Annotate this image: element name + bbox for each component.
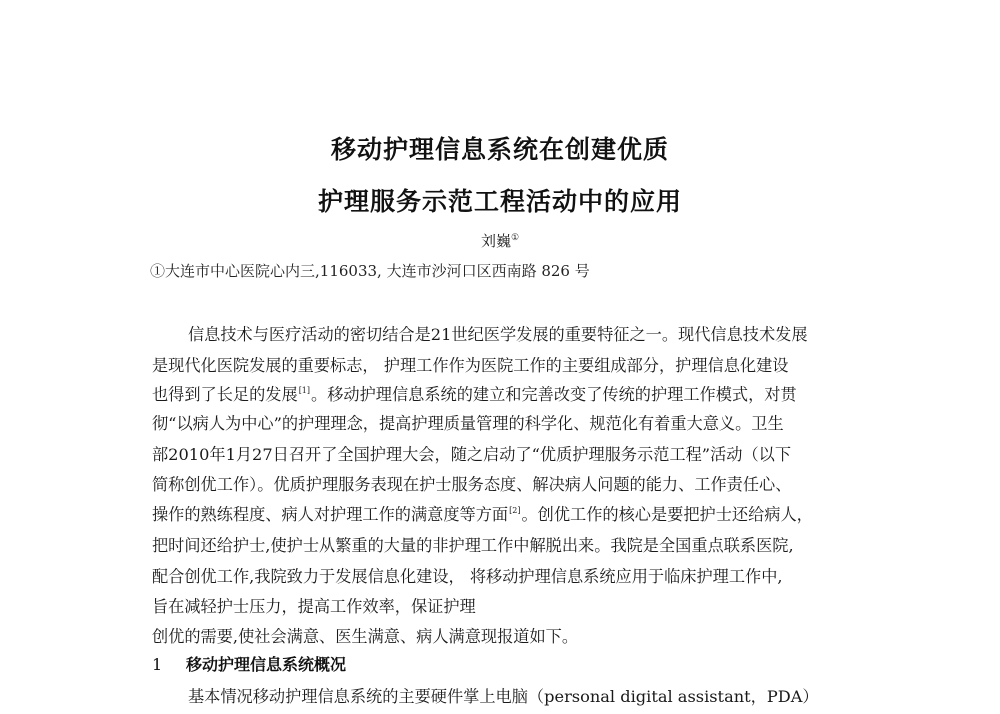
body-line-4: 彻“以病人为中心”的护理理念，提高护理质量管理的科学化、规范化有着重大意义。卫生: [152, 414, 784, 433]
section-body-line-1: 基本情况移动护理信息系统的主要硬件掌上电脑（personal digital assistant，PDA）: [188, 687, 819, 706]
section-number: 1: [152, 655, 163, 674]
body-line-6: 简称创优工作）。优质护理服务表现在护士服务态度、解决病人问题的能力、工作责任心、: [152, 475, 792, 494]
citation-2[interactable]: [2]: [509, 506, 521, 515]
body-line-3-start: 也得到了长足的发展: [152, 385, 298, 404]
body-line-8: 把时间还给护士,使护士从繁重的大量的非护理工作中解脱出来。我院是全国重点联系医院,: [152, 536, 794, 555]
body-line-3-end: 。移动护理信息系统的建立和完善改变了传统的护理工作模式，对贯: [311, 385, 797, 404]
body-line-7-end: 。创优工作的核心是要把护士还给病人，: [521, 505, 813, 524]
section-title: 移动护理信息系统概况: [186, 655, 347, 674]
body-line-7-start: 操作的熟练程度、病人对护理工作的满意度等方面: [152, 505, 509, 524]
author-name: 刘巍: [480, 232, 511, 250]
body-line-1: 信息技术与医疗活动的密切结合是21世纪医学发展的重要特征之一。现代信息技术发展: [188, 325, 808, 344]
section-heading: [152, 652, 346, 675]
affiliation: ①大连市中心医院心内三,116033, 大连市沙河口区西南路 826 号: [150, 262, 590, 280]
body-line-9: 配合创优工作,我院致力于发展信息化建设， 将移动护理信息系统应用于临床护理工作中,: [152, 567, 783, 586]
body-line-3: [152, 381, 797, 405]
author: [0, 230, 1000, 251]
citation-1[interactable]: [1]: [298, 386, 311, 395]
body-line-11: 创优的需要,使社会满意、医生满意、病人满意现报道如下。: [152, 627, 579, 646]
title-line-2: 护理服务示范工程活动中的应用: [317, 187, 682, 216]
body-line-2: 是现代化医院发展的重要标志， 护理工作作为医院工作的主要组成部分，护理信息化建设: [152, 356, 789, 375]
body-line-10: 旨在减轻护士压力，提高工作效率，保证护理: [152, 597, 476, 616]
title-line-1: 移动护理信息系统在创建优质: [330, 135, 669, 164]
body-line-5: 部2010年1月27日召开了全国护理大会，随之启动了“优质护理服务示范工程”活动（以下: [152, 445, 792, 464]
author-mark: ①: [510, 233, 520, 243]
body-line-7: [152, 501, 813, 525]
